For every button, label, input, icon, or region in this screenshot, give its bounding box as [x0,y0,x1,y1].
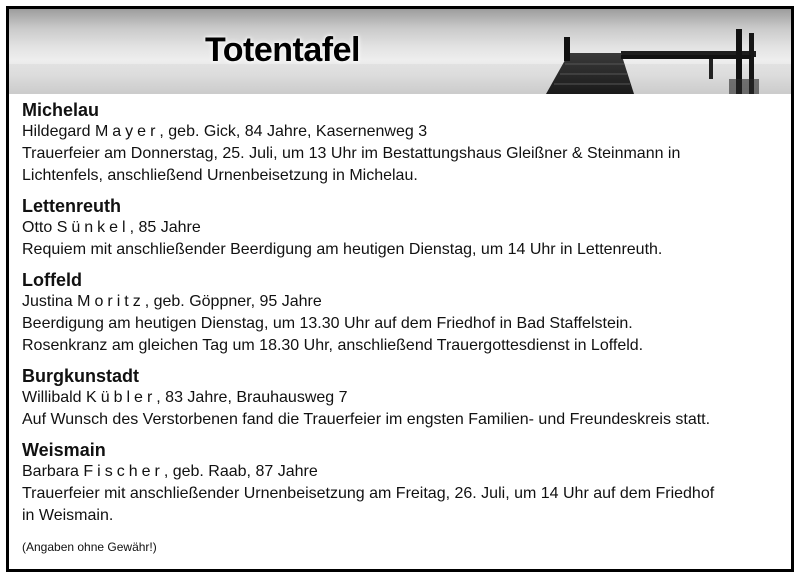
first-name: Hildegard [22,123,91,140]
person-line [22,387,782,409]
detail-line: Rosenkranz am gleichen Tag um 18.30 Uhr, anschließend Trauergottesdienst in Loffeld. [22,337,644,354]
detail-line: in Weismain. [22,507,114,524]
detail-line: Beerdigung am heutigen Dienstag, um 13.30 Uhr auf dem Friedhof in Bad Staffelstein. [22,315,633,332]
obituary-entry [22,99,782,187]
place-heading: Loffeld [22,270,82,290]
obituary-entry [22,269,782,357]
place-heading: Michelau [22,100,100,120]
person-details: , geb. Göppner, 95 Jahre [144,293,322,310]
surname: Fischer [83,463,164,480]
surname: Sünkel [56,219,130,236]
page-title: Totentafel [205,31,360,69]
detail-line: Lichtenfels, anschließend Urnenbeisetzung in Michelau. [22,167,418,184]
person-details: , geb. Gick, 84 Jahre, Kasernenweg 3 [159,123,428,140]
place-heading: Burgkunstadt [22,366,139,386]
place-heading: Weismain [22,440,106,460]
obituary-entry [22,439,782,527]
surname: Mayer [94,123,160,140]
first-name: Otto [22,219,53,236]
place-heading: Lettenreuth [22,196,121,216]
first-name: Willibald [22,389,82,406]
surname: Kübler [86,389,157,406]
notice-frame [6,6,794,572]
obituary-entry [22,365,782,431]
detail-line: Auf Wunsch des Verstorbenen fand die Trauerfeier im engsten Familien- und Freundeskreis statt. [22,411,711,428]
surname: Moritz [77,293,145,310]
person-line [22,217,782,239]
person-details: , 83 Jahre, Brauhausweg 7 [156,389,348,406]
person-line [22,291,782,313]
first-name: Justina [22,293,73,310]
person-line [22,121,782,143]
person-details: , geb. Raab, 87 Jahre [163,463,318,480]
obituary-list [22,99,782,555]
disclaimer-note: (Angaben ohne Gewähr!) [22,540,157,554]
detail-line: Trauerfeier mit anschließender Urnenbeisetzung am Freitag, 26. Juli, um 14 Uhr auf dem Friedhof [22,485,715,502]
detail-line: Requiem mit anschließender Beerdigung am heutigen Dienstag, um 14 Uhr in Lettenreuth. [22,241,663,258]
person-details: , 85 Jahre [129,219,201,236]
pier-image [9,9,791,94]
detail-line: Trauerfeier am Donnerstag, 25. Juli, um 13 Uhr im Bestattungshaus Gleißner & Steinmann in [22,145,681,162]
first-name: Barbara [22,463,79,480]
obituary-entry [22,195,782,261]
person-line [22,461,782,483]
header-banner [9,9,791,94]
